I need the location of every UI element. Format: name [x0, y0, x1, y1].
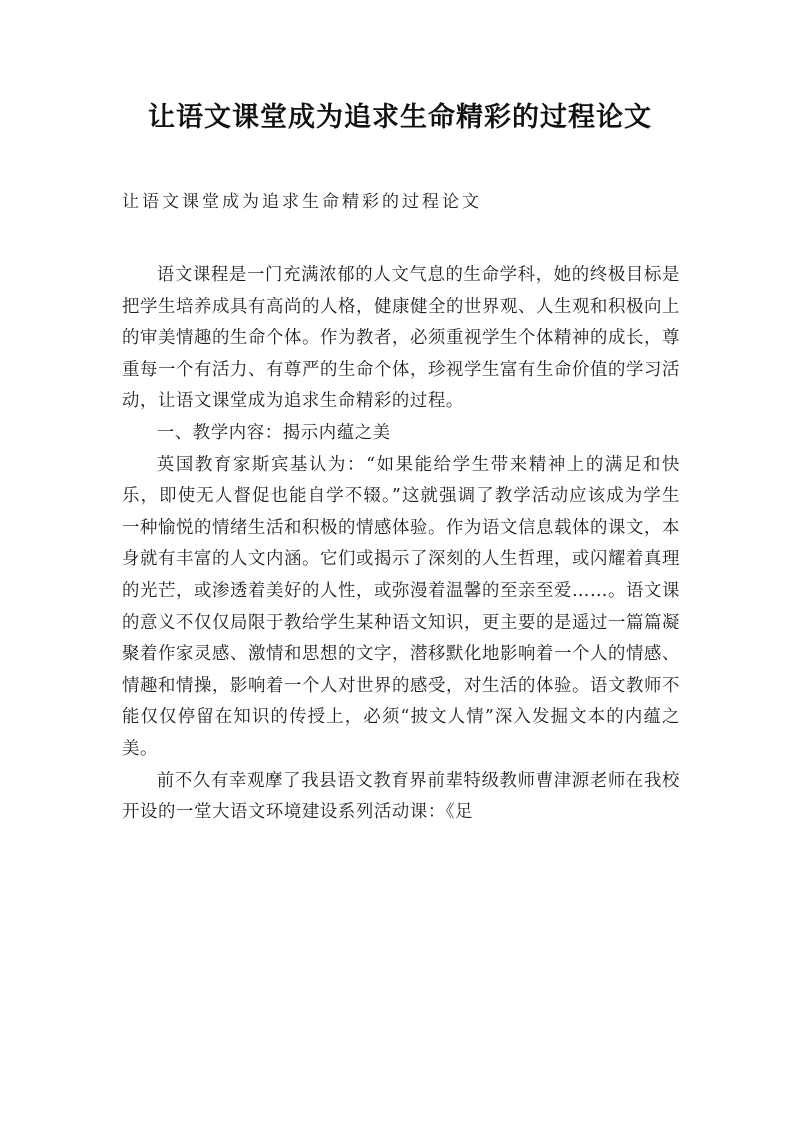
- paragraph-intro: 语文课程是一门充满浓郁的人文气息的生命学科，她的终极目标是把学生培养成具有高尚的人格，健康健全的世界观、人生观和积极向上的审美情趣的生命个体。作为教者，必须重视学生个体精神的成长，尊重每一个有活力、有尊严的生命个体，珍视学生富有生命价值的学习活动，让语文课堂成为追求生命精彩的过程。: [122, 265, 680, 412]
- document-subtitle: 让语文课堂成为追求生命精彩的过程论文: [122, 192, 482, 212]
- paragraph-observation: 前不久有幸观摩了我县语文教育界前辈特级教师曹津源老师在我校开设的一堂大语文环境建设系列活动课：《足: [122, 770, 680, 823]
- paragraph-spencer: 英国教育家斯宾基认为：“如果能给学生带来精神上的满足和快乐，即使无人督促也能自学不辍。”这就强调了教学活动应该成为学生一种愉悦的情绪生活和积极的情感体验。作为语文信息载体的课文，本身就有丰富的人文内涵。它们或揭示了深刻的人生哲理，或闪耀着真理的光芒，或渗透着美好的人性，或弥漫着温馨的至亲至爱……。语文课的意义不仅仅局限于教给学生某种语文知识，更主要的是遥过一篇篇凝聚着作家灵感、激情和思想的文字，潜移默化地影响着一个人的情感、情趣和情操，影响着一个人对世界的感受，对生活的体验。语文教师不能仅仅停留在知识的传授上，必须“披文人情”深入发掘文本的内蕴之美。: [122, 454, 680, 759]
- document-title: 让语文课堂成为追求生命精彩的过程论文: [148, 102, 652, 133]
- document-body: [122, 260, 680, 829]
- section-heading: 一、教学内容：揭示内蕴之美: [156, 422, 391, 443]
